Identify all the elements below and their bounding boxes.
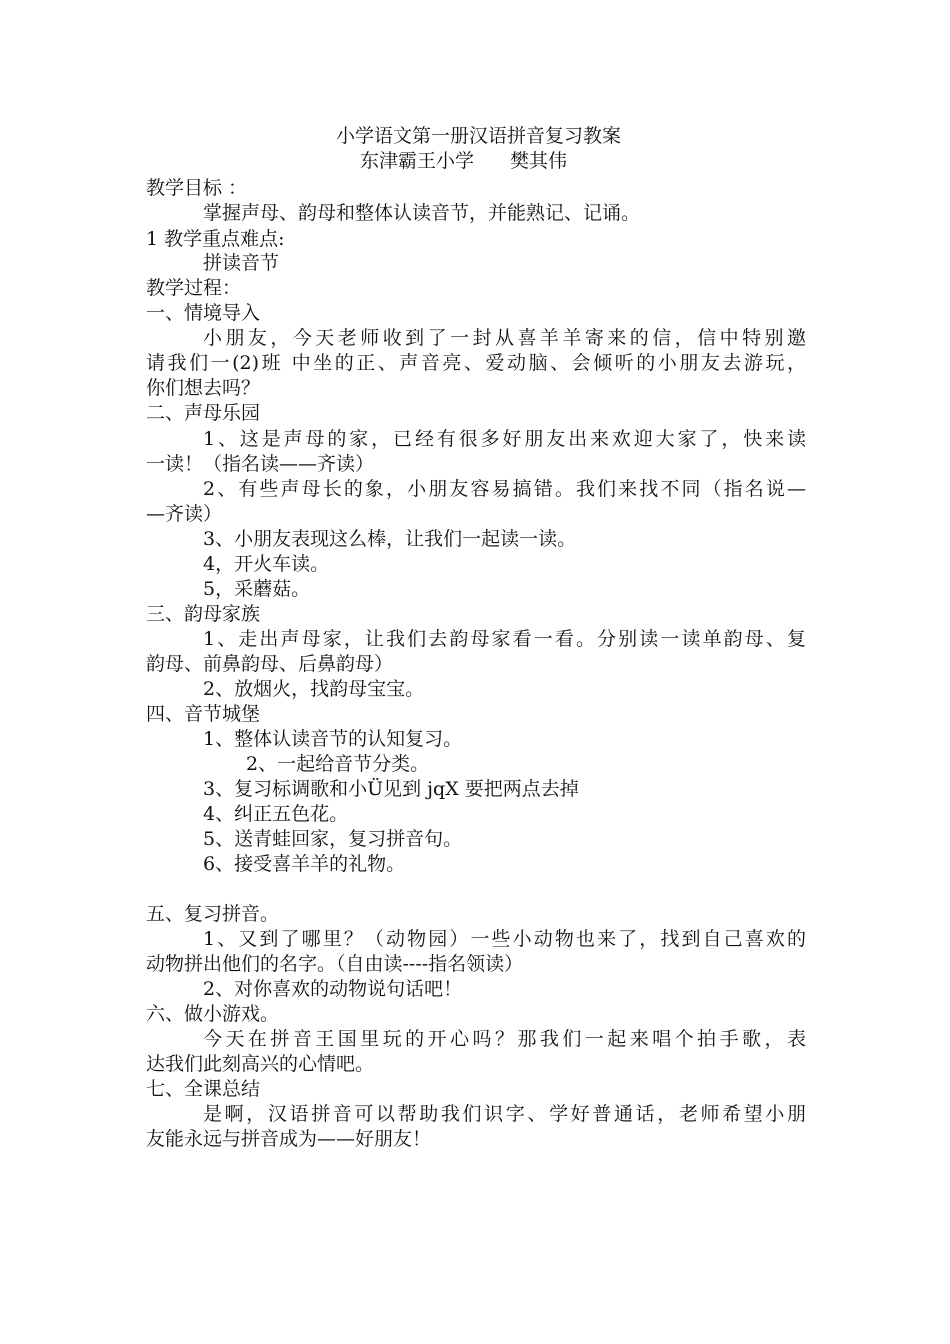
document-title: 小学语文第一册汉语拼音复习教案 [336, 125, 622, 147]
body-line: 动物拼出他们的名字。（自由读----指名领读） [146, 953, 524, 975]
body-line: 5、送青蛙回家，复习拼音句。 [203, 828, 463, 850]
document-byline [360, 149, 567, 174]
body-line: 请我们一(2)班 中坐的正、声音亮、爱动脑、会倾听的小朋友去游玩， [146, 352, 806, 374]
body-line: 拼读音节 [203, 252, 280, 274]
body-line: 1、又到了哪里？（动物园）一些小动物也来了，找到自己喜欢的 [203, 928, 806, 950]
body-line: 1 教学重点难点: [146, 228, 285, 250]
body-line: —齐读） [146, 503, 223, 525]
body-line: 五、复习拼音。 [146, 903, 280, 925]
body-line: 1、整体认读音节的认知复习。 [203, 728, 463, 750]
school-name: 东津霸王小学 [360, 150, 475, 172]
body-line: 5，采蘑菇。 [203, 578, 311, 600]
body-line: 达我们此刻高兴的心情吧。 [146, 1053, 375, 1075]
body-line: 2、一起给音节分类。 [246, 753, 430, 775]
body-line: 韵母、前鼻韵母、后鼻韵母） [146, 653, 394, 675]
body-line: 三、韵母家族 [146, 603, 261, 625]
body-line: 一、情境导入 [146, 302, 261, 324]
body-line: 二、声母乐园 [146, 402, 261, 424]
body-line: 2、对你喜欢的动物说句话吧！ [203, 978, 463, 1000]
body-line: 4，开火车读。 [203, 553, 330, 575]
body-line: 掌握声母、韵母和整体认读音节，并能熟记、记诵。 [203, 202, 641, 224]
body-line: 小朋友，今天老师收到了一封从喜羊羊寄来的信，信中特别邀 [203, 327, 806, 349]
body-line: 友能永远与拼音成为——好朋友！ [146, 1128, 432, 1150]
body-line: 1、这是声母的家，已经有很多好朋友出来欢迎大家了，快来读 [203, 428, 806, 450]
body-line: 3、小朋友表现这么棒，让我们一起读一读。 [203, 528, 577, 550]
body-line: 你们想去吗？ [146, 377, 261, 399]
body-line: 六、做小游戏。 [146, 1003, 280, 1025]
body-line: 今天在拼音王国里玩的开心吗？那我们一起来唱个拍手歌，表 [203, 1028, 806, 1050]
author-name: 樊其伟 [510, 150, 568, 172]
body-line: 6、接受喜羊羊的礼物。 [203, 853, 406, 875]
body-line: 4、纠正五色花。 [203, 803, 349, 825]
body-line: 教学过程： [146, 277, 242, 299]
body-line: 是啊，汉语拼音可以帮助我们识字、学好普通话，老师希望小朋 [203, 1103, 806, 1125]
body-line: 2、有些声母长的象，小朋友容易搞错。我们来找不同（指名说— [203, 478, 806, 500]
body-line: 3、复习标调歌和小Ü见到 jqX 要把两点去掉 [203, 778, 579, 800]
body-line: 一读！（指名读——齐读） [146, 453, 375, 475]
body-line: 1、走出声母家，让我们去韵母家看一看。分别读一读单韵母、复 [203, 628, 806, 650]
body-line: 七、全课总结 [146, 1078, 261, 1100]
body-line: 四、音节城堡 [146, 703, 261, 725]
body-line: 2、放烟火，找韵母宝宝。 [203, 678, 425, 700]
body-line: 教学目标 ： [146, 177, 248, 199]
